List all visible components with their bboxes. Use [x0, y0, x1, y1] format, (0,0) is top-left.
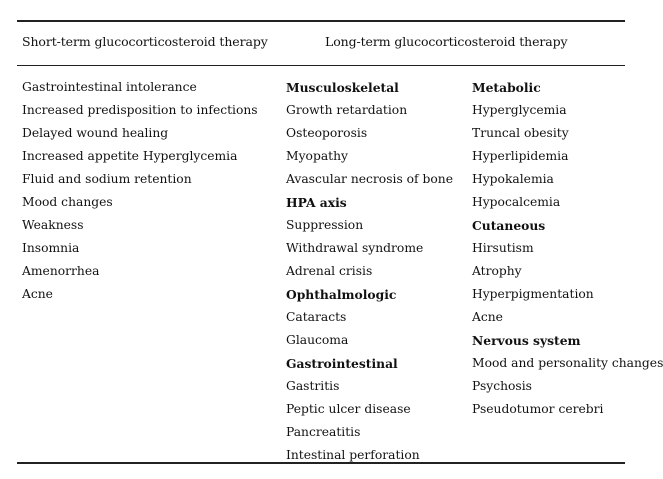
effect-item: Pseudotumor cerebri — [472, 402, 604, 416]
effect-item: Osteoporosis — [286, 126, 368, 140]
category-heading: Ophthalmologic — [286, 287, 397, 302]
effect-item: Gastrointestinal intolerance — [22, 80, 197, 94]
effect-item: Insomnia — [22, 241, 80, 255]
effect-item: Hyperglycemia — [472, 103, 567, 117]
table-bottom-rule — [17, 462, 625, 464]
category-heading: Nervous system — [472, 333, 581, 348]
effect-item: Glaucoma — [286, 333, 349, 347]
effect-item: Myopathy — [286, 149, 348, 163]
category-heading: Metabolic — [472, 80, 541, 95]
header-long-term: Long-term glucocorticosteroid therapy — [325, 34, 568, 49]
effect-item: Pancreatitis — [286, 425, 361, 439]
effect-item: Avascular necrosis of bone — [286, 172, 453, 186]
effect-item: Intestinal perforation — [286, 448, 420, 462]
effect-item: Gastritis — [286, 379, 340, 393]
effect-item: Peptic ulcer disease — [286, 402, 411, 416]
effect-item: Increased appetite Hyperglycemia — [22, 149, 238, 163]
category-heading: Musculoskeletal — [286, 80, 399, 95]
effect-item: Adrenal crisis — [286, 264, 373, 278]
effect-item: Acne — [22, 287, 53, 301]
effect-item: Hirsutism — [472, 241, 534, 255]
effect-item: Amenorrhea — [22, 264, 100, 278]
effect-item: Hypokalemia — [472, 172, 554, 186]
category-heading: HPA axis — [286, 195, 347, 210]
effect-item: Mood changes — [22, 195, 113, 209]
category-heading: Gastrointestinal — [286, 356, 398, 371]
header-short-term: Short-term glucocorticosteroid therapy — [22, 34, 268, 49]
effect-item: Truncal obesity — [472, 126, 569, 140]
effect-item: Hyperpigmentation — [472, 287, 594, 301]
effect-item: Weakness — [22, 218, 84, 232]
effect-item: Acne — [472, 310, 503, 324]
effect-item: Fluid and sodium retention — [22, 172, 192, 186]
long-term-effects-list-left — [286, 76, 453, 467]
short-term-effects-list — [22, 76, 258, 306]
effect-item: Hyperlipidemia — [472, 149, 569, 163]
table-top-rule — [17, 20, 625, 22]
effect-item: Hypocalcemia — [472, 195, 561, 209]
effect-item: Growth retardation — [286, 103, 408, 117]
effect-item: Withdrawal syndrome — [286, 241, 424, 255]
effect-item: Suppression — [286, 218, 364, 232]
effect-item: Atrophy — [472, 264, 522, 278]
category-heading: Cutaneous — [472, 218, 546, 233]
effect-item: Cataracts — [286, 310, 347, 324]
table-header-rule — [17, 65, 625, 66]
effect-item: Psychosis — [472, 379, 532, 393]
effect-item: Increased predisposition to infections — [22, 103, 258, 117]
effect-item: Delayed wound healing — [22, 126, 169, 140]
effect-item: Mood and personality changes — [472, 356, 663, 370]
long-term-effects-list-right — [472, 76, 663, 421]
